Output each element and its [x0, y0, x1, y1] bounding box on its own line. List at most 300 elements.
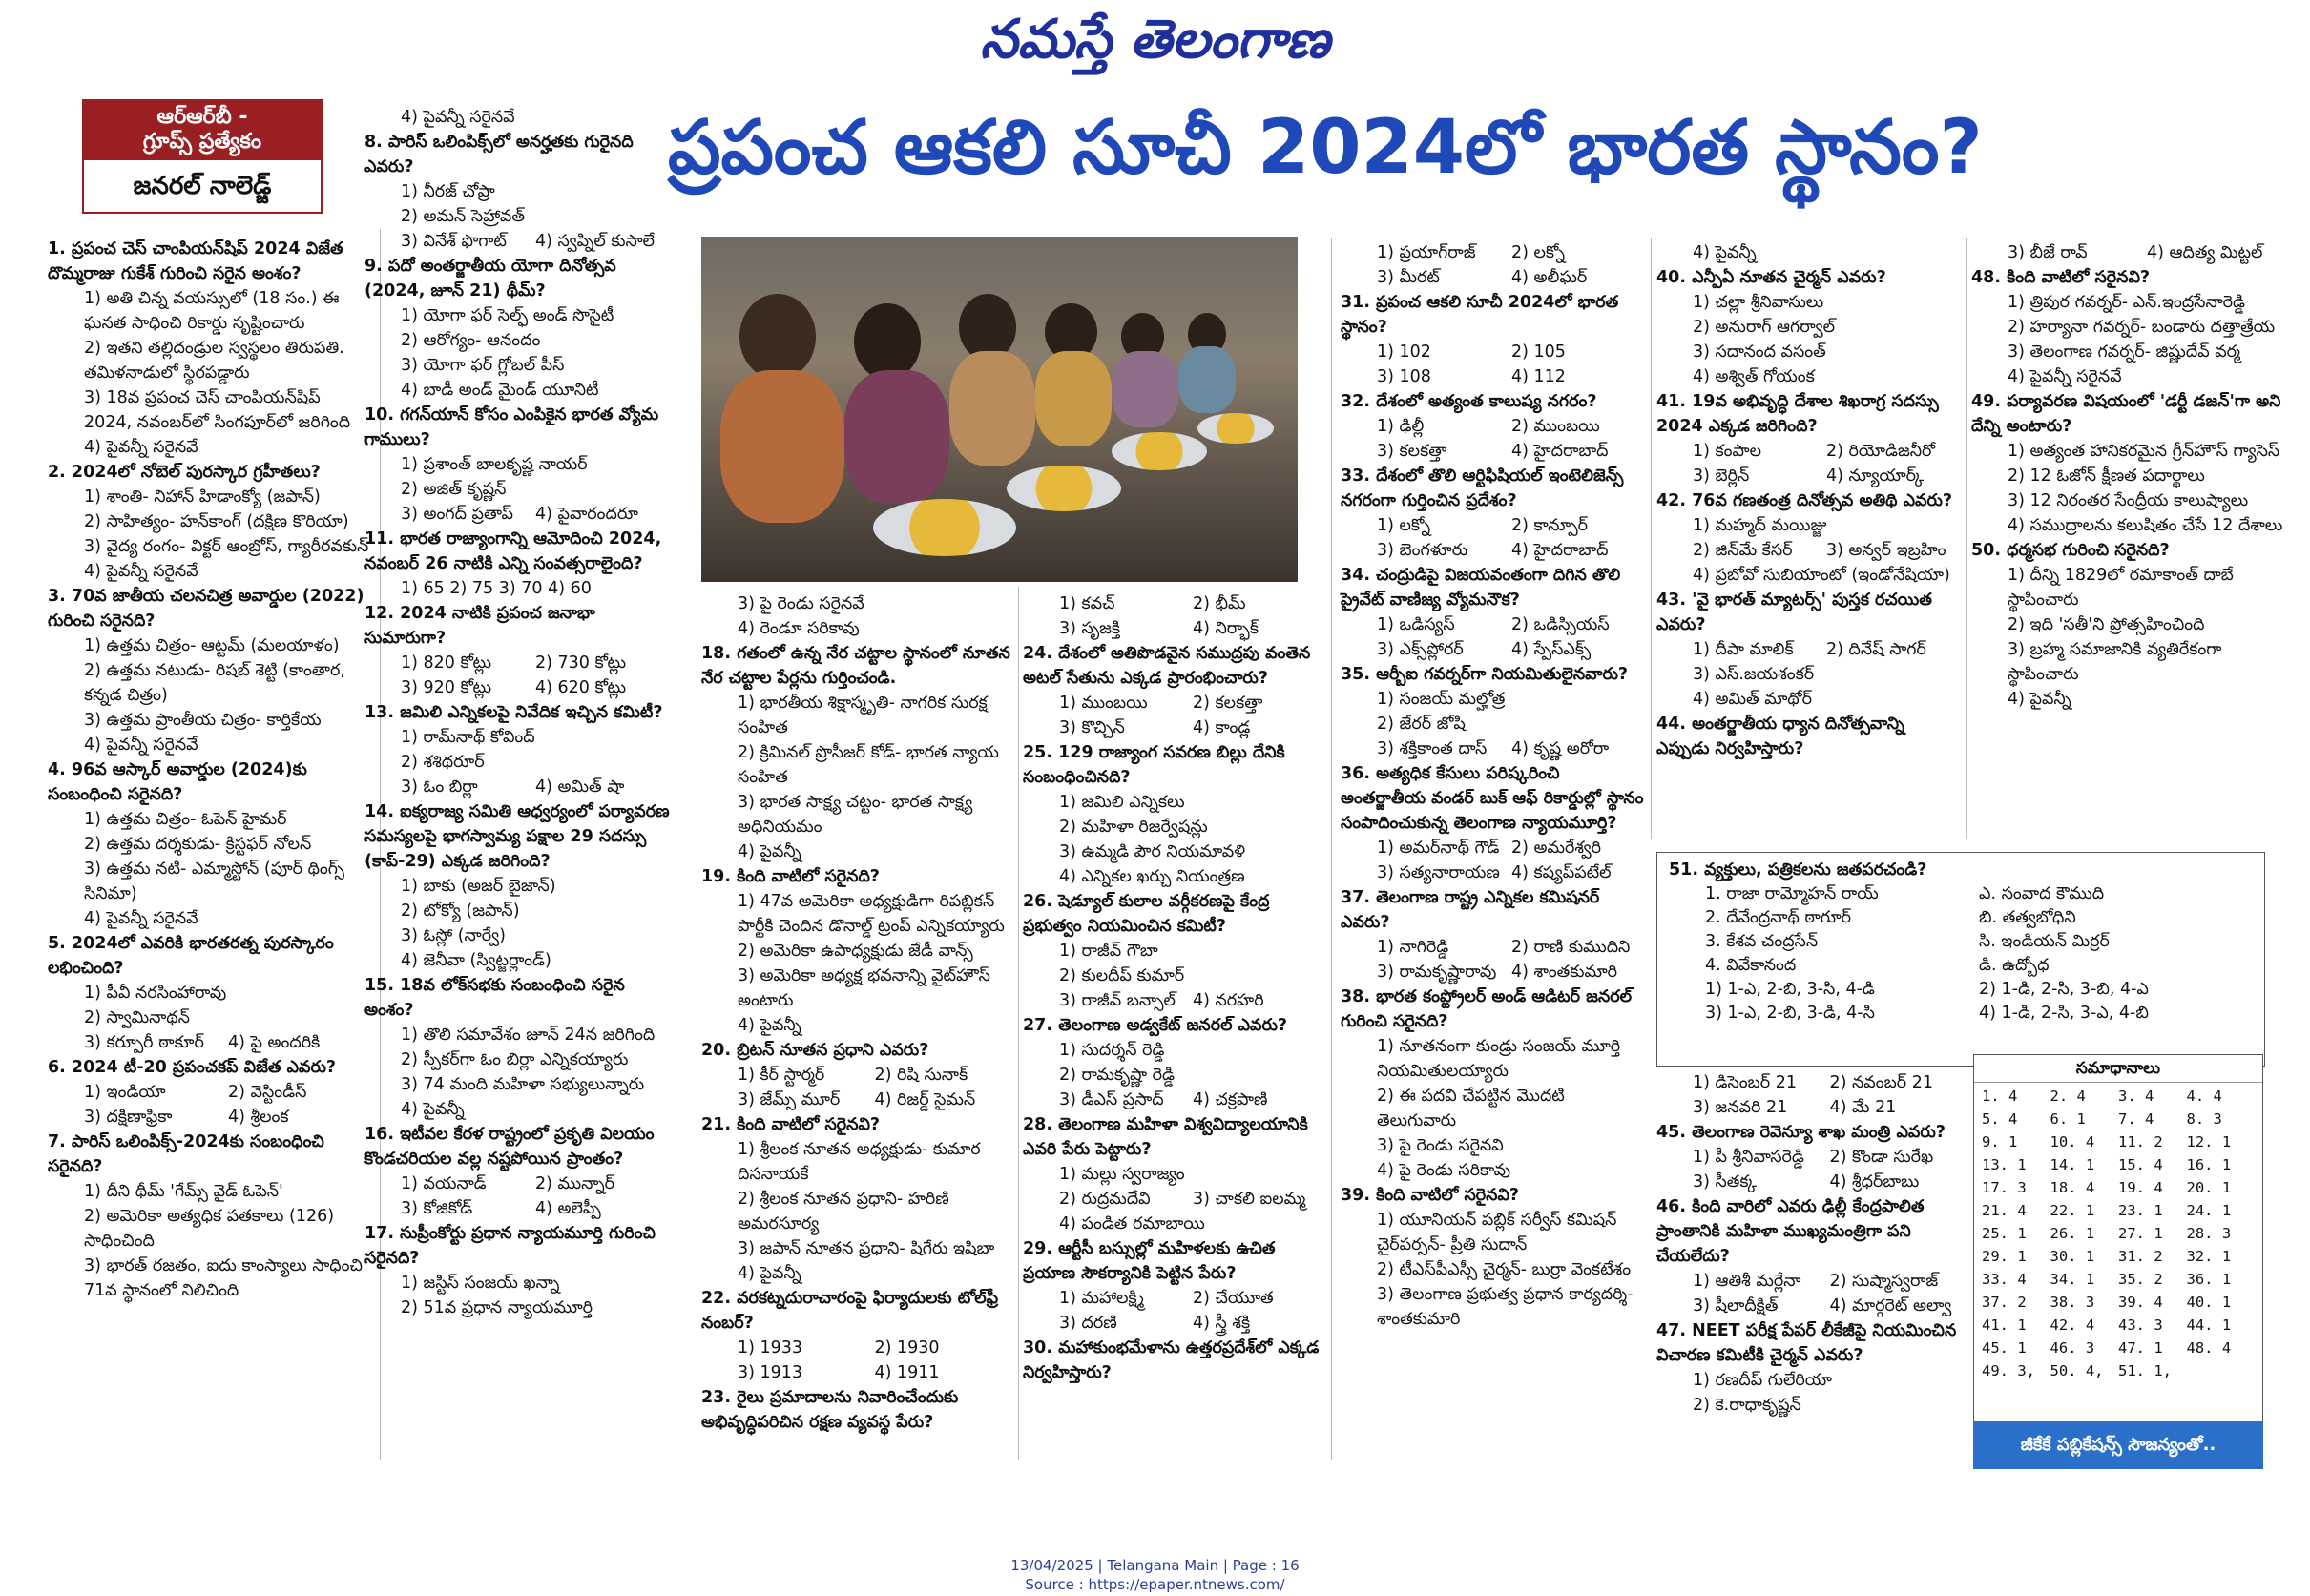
option-text: 3) బీజే రావ్ — [2008, 243, 2088, 262]
option-text: 1) 820 కోట్లు — [401, 653, 492, 673]
answer-cell: 9. 1 — [1982, 1133, 2018, 1150]
option-row — [1023, 988, 1326, 1013]
option-text: 4) కష్యప్‌పటేల్ — [1511, 863, 1612, 882]
option-text: 3) కొచ్చిన్ — [1059, 718, 1125, 737]
option-text: 1) జస్టిస్ సంజయ్ ఖన్నా — [401, 1274, 560, 1293]
question-text: 34. చంద్రుడిపై విజయవంతంగా దిగిన తొలి ప్రైవేట్ వాణిజ్య వ్యోమనౌక? — [1341, 566, 1621, 610]
option-text: 1) నూతనంగా కుండ్రు సంజయ్ మూర్తి నియమితులయ్యారు — [1377, 1037, 1621, 1081]
option-row — [1341, 513, 1646, 538]
answer-cell: 38. 3 — [2050, 1294, 2095, 1311]
option-text: 4) హైదరాబాద్ — [1511, 541, 1609, 560]
column-2 — [364, 105, 670, 1320]
option-text: 1) 65 2) 75 3) 70 4) 60 — [401, 579, 592, 598]
option-row — [1341, 538, 1646, 563]
option-text: 4) పై అందరికి — [228, 1033, 321, 1052]
option-text: 1) రణదీప్ గులేరియా — [1693, 1371, 1832, 1390]
match-right: సి. ఇండియన్ మిర్రర్ — [1979, 932, 2110, 951]
option-text: 2) జేరర్ జోషి — [1377, 715, 1466, 734]
option-text: 2) ఒడిస్సియస్ — [1511, 615, 1610, 634]
option-text: 1) నీరజ్ చోప్రా — [401, 182, 495, 201]
option-row — [1341, 439, 1646, 464]
option-text: 2) కులదీప్ కుమార్ — [1059, 966, 1185, 985]
option-text: 2) అమెరికా ఉపాధ్యక్షుడు జేడీ వాన్స్ — [738, 942, 973, 961]
option-text: 1) మహ్మద్ మయిజ్జు — [1693, 516, 1827, 535]
option-text: 4) శ్రీధర్‌బాబు — [1829, 1172, 1920, 1192]
option-text: 2) టీఎస్‌పీఎస్సీ చైర్మన్- బుర్రా వెంకటేశం — [1377, 1260, 1632, 1279]
option-text: 2) రామకృష్ణా రెడ్డి — [1059, 1066, 1175, 1085]
question-text: 49. పర్యావరణ విషయంలో 'డర్టీ డజన్'గా అని దేన్ని అంటారు? — [1971, 392, 2281, 436]
option-text: 2) ఉత్తమ దర్శకుడు- క్రిస్టఫర్ నోలన్ — [84, 835, 312, 854]
option-text: 1) తొలి సమావేశం జూన్ 24న జరిగింది — [401, 1026, 656, 1045]
answer-cell: 2. 4 — [2050, 1088, 2086, 1105]
option-text: 1) 1933 — [738, 1338, 803, 1358]
option-row — [1656, 637, 1960, 662]
option-text: 4) నరహరి — [1193, 991, 1264, 1010]
option-text: 4) పైవన్నీ సరైనవే — [84, 736, 198, 755]
option-text: 1) లక్నో — [1377, 516, 1431, 535]
question-text: 18. గతంలో ఉన్న నేర చట్టాల స్థానంలో నూతన నేర చట్టాల పేర్లను గుర్తించండి. — [701, 644, 1010, 688]
option-text: 4) పైవన్నీ సరైనవే — [84, 562, 198, 581]
option-text: 3) సత్యనారాయణ — [1377, 863, 1500, 882]
question-text: 5. 2024లో ఎవరికి భారతరత్న పురస్కారం లభించింది? — [48, 934, 334, 978]
column-1 — [48, 237, 372, 1303]
option-text: 3) అంగద్ ప్రతాప్ — [401, 505, 513, 524]
option-text: 3) కోజికోడ్ — [401, 1199, 473, 1218]
option-text: 4) స్పేస్‌ఎక్స్ — [1511, 640, 1592, 659]
answer-cell — [2187, 1359, 2256, 1382]
option-row — [364, 675, 670, 700]
option-text: 2) అజిత్ కృష్ణన్ — [401, 480, 507, 499]
option-text: 1) ఒడిస్యస్ — [1377, 615, 1455, 634]
match-left: 1. రాజా రామ్మోహన్ రాయ్ — [1705, 884, 1879, 903]
option-text: 2) ఇతని తల్లిదండ్రుల స్వస్థలం తిరుపతి. తమిళనాడులో స్థిరపడ్డారు — [84, 339, 344, 383]
option-row — [364, 775, 670, 799]
question-text: 17. సుప్రీంకోర్టు ప్రధాన న్యాయమూర్తి గురించి సరైనది? — [364, 1224, 656, 1268]
option-row — [48, 1105, 372, 1130]
column-6 — [1656, 240, 1960, 761]
question-text: 22. వరకట్నదురాచారంపై ఫిర్యాదులకు టోల్‌ఫ్రీ నంబర్? — [701, 1289, 999, 1333]
answer-cell: 30. 1 — [2050, 1248, 2095, 1265]
option-row — [1656, 538, 1960, 563]
option-row — [1023, 1311, 1326, 1336]
option-text: 3) ఎక్స్‌ప్లోరర్ — [1377, 640, 1464, 659]
section-label-top — [82, 99, 323, 160]
option-row — [364, 651, 670, 675]
option-text: 1) బాకు (అజర్ బైజాన్) — [401, 877, 556, 896]
option-text: 4) పైవన్నీ సరైనవే — [84, 438, 198, 457]
option-text: 3) ఓస్లో (నార్వే) — [401, 926, 506, 945]
question-51: 51. వ్యక్తులు, పత్రికలను జతపరచండి? — [1669, 860, 1927, 880]
option-row — [1023, 1187, 1326, 1212]
page-headline: ప్రపంచ ఆకలి సూచీ 2024లో భారత స్థానం? — [668, 105, 1983, 191]
option-row — [1023, 715, 1326, 740]
option-row — [1656, 1170, 1967, 1194]
question-text: 16. ఇటీవల కేరళ రాష్ట్రంలో ప్రకృతి విలయం కొండచరియల వల్ల నష్టపోయిన ప్రాంతం? — [364, 1125, 655, 1169]
answer-cell: 41. 1 — [1982, 1316, 2027, 1334]
answer-cell: 25. 1 — [1982, 1225, 2027, 1242]
option-text: 3) పై రెండు సరైనవి — [1377, 1136, 1504, 1155]
option-text: 3) భారత సాక్ష్య చట్టం- భారత సాక్ష్య అధినియమం — [738, 793, 973, 837]
option-text: 2) మున్నార్ — [535, 1174, 615, 1193]
option-text: 1) అతి చిన్న వయస్సులో (18 సం.) ఈ ఘనత సాధించి రికార్డు సృష్టించారు — [84, 289, 340, 333]
question-text: 21. కింది వాటిలో సరైనవి? — [701, 1115, 881, 1134]
option-text: 4) అశ్విత్ గోయంక — [1693, 367, 1815, 386]
option-text: 3) బెంగళూరు — [1377, 541, 1468, 560]
option-row — [1656, 1269, 1967, 1294]
footer-source[interactable]: Source : https://epaper.ntnews.com/ — [1025, 1576, 1285, 1593]
match-right: డి. ఉద్బోధ — [1979, 956, 2050, 975]
option-text: 2) అమెరికా అత్యధిక పతకాలు (126) సాధించింది — [84, 1207, 335, 1251]
option-text: 3) బెర్లిన్ — [1693, 466, 1750, 486]
question-text: 1. ప్రపంచ చెస్ చాంపియన్‌షిప్ 2024 విజేత దొమ్మరాజు గుకేశ్ గురించి సరైన అంశం? — [48, 239, 343, 283]
option-row — [1023, 1286, 1326, 1311]
option-text: 4) మే 21 — [1829, 1098, 1897, 1117]
answer-cell: 33. 4 — [1982, 1271, 2027, 1288]
option-text: 3) ఓం బిర్లా — [401, 777, 478, 797]
option-text: 3) ఉమ్మడి పౌర నియమావళి — [1059, 842, 1246, 861]
credit-banner: జీకేకే పబ్లికేషన్స్ సౌజన్యంతో.. — [1973, 1421, 2263, 1469]
option-text: 3) రాజీవ్ బన్సాల్ — [1059, 991, 1176, 1010]
footer-date: 13/04/2025 | Telangana Main | Page : 16 — [1010, 1557, 1300, 1574]
option-text: 2) శశిథరూర్ — [401, 753, 485, 772]
question-text: 8. పారిస్ ఒలింపిక్స్‌లో అనర్హతకు గురైనది ఎవరు? — [364, 133, 634, 176]
section-label-line1: ఆర్ఆర్‌బీ - — [156, 105, 248, 129]
option-text: 2) జిన్‌మే కేసర్ — [1693, 541, 1793, 560]
answer-cell: 14. 1 — [2050, 1156, 2095, 1173]
option-row — [1341, 414, 1646, 439]
option-row — [701, 1360, 1011, 1385]
option-text: 3) చాకలి ఐలమ్మ — [1193, 1190, 1306, 1209]
option-text: 3) 1-ఎ, 2-బి, 3-డి, 4-సి — [1705, 1004, 1875, 1023]
question-text: 46. కింది వారిలో ఎవరు ఢిల్లీ కేంద్రపాలిత ప్రాంతానికి మహిళా ముఖ్యమంత్రిగా పని చేయలేదు? — [1656, 1197, 1925, 1266]
option-row — [1341, 265, 1646, 290]
option-text: 1) శాంతి- నిహాన్ హిడాంక్యో (జపాన్) — [84, 487, 321, 507]
option-text: 2) హర్యానా గవర్నర్- బండారు దత్తాత్రేయ — [2008, 318, 2276, 337]
option-text: 2) కాన్పూర్ — [1511, 516, 1588, 535]
option-text: 2) రిషి సునాక్ — [874, 1066, 968, 1085]
question-text: 28. తెలంగాణ మహిళా విశ్వవిద్యాలయానికి ఎవరి పేరు పెట్టారు? — [1023, 1115, 1308, 1159]
option-text: 1) భారతీయ శిక్షాస్మృతి- నాగరిక సురక్ష సంహిత — [738, 694, 988, 737]
match-option-row — [1669, 1002, 2253, 1026]
option-row — [1656, 1294, 1967, 1318]
match-right: ఎ. సంవాద కౌముది — [1979, 884, 2105, 903]
option-row — [701, 1063, 1011, 1088]
option-text: 2) సాహిత్యం- హన్‌కాంగ్ (దక్షిణ కొరియా) — [84, 512, 349, 531]
option-text: 4) పైవన్నీ — [2008, 690, 2071, 709]
option-text: 2) స్వామినాథన్ — [84, 1008, 190, 1027]
option-text: 2) క్రిమినల్ ప్రొసీజర్ కోడ్- భారత న్యాయ సంహిత — [738, 743, 999, 787]
option-row — [1023, 1088, 1326, 1112]
match-left: 4. వివేకానంద — [1705, 956, 1797, 975]
answer-cell: 22. 1 — [2050, 1202, 2095, 1219]
question-text: 6. 2024 టీ-20 ప్రపంచకప్ విజేత ఎవరు? — [48, 1058, 337, 1077]
option-row — [1341, 612, 1646, 637]
option-text: 1) దీపా మాలిక్ — [1693, 640, 1794, 659]
children-eating-photo — [701, 237, 1298, 582]
answer-cell: 19. 4 — [2118, 1179, 2163, 1196]
question-text: 12. 2024 నాటికి ప్రపంచ జనాభా సుమారుగా? — [364, 604, 595, 648]
option-text: 2) వెస్టిండీస్ — [228, 1083, 307, 1102]
question-text: 48. కింది వాటిలో సరైనవి? — [1971, 268, 2151, 287]
option-text: 3) అమెరికా అధ్యక్ష భవనాన్ని వైట్‌హౌస్ అంటారు — [738, 966, 990, 1010]
option-text: 2) భీమ్ — [1193, 594, 1246, 613]
option-text: 4) 112 — [1511, 367, 1566, 386]
option-text: 4) అలీఘర్ — [1511, 268, 1588, 287]
question-text: 31. ప్రపంచ ఆకలి సూచీ 2024లో భారత స్థానం? — [1341, 293, 1619, 337]
option-text: 3) రామకృష్ణారావు — [1377, 963, 1497, 982]
option-text: 3) దరణి — [1059, 1314, 1117, 1333]
option-text: 4) 1911 — [874, 1363, 940, 1382]
option-text: 2) 1-డి, 2-సి, 3-బి, 4-ఎ — [1979, 980, 2149, 999]
option-text: 1) జమిలి ఎన్నికలు — [1059, 793, 1185, 812]
answer-cell: 45. 1 — [1982, 1339, 2027, 1357]
option-text: 1) దీన్ని 1829లో రమాకాంత్ దాబే స్థాపించారు — [2008, 566, 2234, 610]
question-text: 37. తెలంగాణ రాష్ట్ర ఎన్నికల కమిషనర్ ఎవరు? — [1341, 888, 1600, 932]
option-text: 4) మార్గరెట్ అల్వా — [1829, 1296, 1952, 1316]
option-text: 3) ఎస్.జయశంకర్ — [1693, 665, 1815, 684]
option-row — [1656, 1095, 1967, 1120]
column-5 — [1341, 240, 1646, 1332]
option-text: 2) ఈ పదవి చేపట్టిన మొదటి తెలుగువారు — [1377, 1087, 1565, 1130]
option-text: 4) హైదరాబాద్ — [1511, 442, 1609, 461]
option-text: 4) సముద్రాలను కలుషితం చేసే 12 దేశాలు — [2008, 516, 2283, 535]
option-text: 1) ఇండియా — [84, 1083, 166, 1102]
option-text: 3) 1913 — [738, 1363, 803, 1382]
question-text: 23. రైలు ప్రమాదాలను నివారించేందుకు అభివృద్ధిపరిచిన రక్షణ వ్యవస్థ పేరు? — [701, 1388, 959, 1432]
answer-cell: 31. 2 — [2118, 1248, 2163, 1265]
option-text: 1) అత్యంత హానికరమైన గ్రీన్‌హౌస్ గ్యాసెస్ — [2008, 442, 2280, 461]
option-text: 1) మహాలక్ష్మి — [1059, 1289, 1145, 1308]
answer-cell: 10. 4 — [2050, 1133, 2095, 1150]
option-text: 2) కొండా సురేఖ — [1829, 1148, 1934, 1167]
answer-cell: 40. 1 — [2186, 1294, 2232, 1311]
option-text: 1) 1-ఎ, 2-బి, 3-సి, 4-డి — [1705, 980, 1875, 999]
option-row — [1023, 616, 1326, 641]
option-text: 3) కర్పూరీ ఠాకూర్ — [84, 1033, 204, 1052]
option-row — [1341, 935, 1646, 960]
question-text: 9. పదో అంతర్జాతీయ యోగా దినోత్సవ (2024, జూన్ 21) థీమ్? — [364, 257, 616, 301]
option-text: 1) సుదర్శన్ రెడ్డి — [1059, 1041, 1165, 1060]
option-row — [1023, 591, 1326, 616]
option-text: 3) మీరట్ — [1377, 268, 1440, 287]
answer-cell: 7. 4 — [2118, 1110, 2154, 1128]
answer-cell: 5. 4 — [1982, 1110, 2018, 1128]
option-text: 1) కీర్ స్టార్మర్ — [738, 1066, 825, 1085]
match-pair — [1669, 906, 2253, 930]
option-text: 4) పైవన్నీ సరైనవే — [84, 909, 198, 928]
match-left: 3. కేశవ చంద్రసేన్ — [1705, 932, 1819, 951]
question-text: 24. దేశంలో అతిపొడవైన సముద్రపు వంతెన అటల్ సేతును ఎక్కడ ప్రారంభించారు? — [1023, 644, 1311, 688]
question-text: 50. ధర్మసభ గురించి సరైనది? — [1971, 541, 2170, 560]
option-text: 1) ఢిల్లీ — [1377, 417, 1425, 436]
option-text: 4) పైవన్నీ — [738, 1016, 801, 1035]
option-text: 1) చల్లా శ్రీనివాసులు — [1693, 293, 1824, 312]
option-text: 4) స్త్రీ శక్తి — [1193, 1314, 1251, 1333]
match-pair — [1669, 954, 2253, 978]
option-text: 3) కలకత్తా — [1377, 442, 1447, 461]
column-6-lower — [1656, 1070, 1967, 1418]
option-text: 2) టోక్యో (జపాన్) — [401, 902, 520, 921]
option-text: 2) ముంబయి — [1511, 417, 1600, 436]
option-text: 4) చక్రపాణి — [1193, 1090, 1268, 1109]
option-text: 4) న్యూయార్క్ — [1826, 466, 1925, 486]
answer-cell: 12. 1 — [2186, 1133, 2232, 1150]
masthead-logo: నమస్తే తెలంగాణ — [980, 8, 1330, 71]
answer-cell: 17. 3 — [1982, 1179, 2027, 1196]
answers-grid — [1974, 1083, 2262, 1384]
option-text: 2) ఇది 'సతీ'ని ప్రోత్సహించింది — [2008, 615, 2205, 634]
option-text: 3) పై రెండు సరైనవే — [738, 594, 864, 613]
option-text: 4) పైవన్నీ సరైనవే — [2008, 367, 2122, 386]
option-text: 3) 920 కోట్లు — [401, 678, 492, 697]
option-text: 4) అమిత్ షా — [535, 777, 625, 797]
option-text: 4) రిజర్డ్ సైమన్ — [874, 1090, 976, 1109]
section-label — [82, 99, 323, 218]
question-text: 29. ఆర్టీసీ బస్సుల్లో మహిళలకు ఉచిత ప్రయాణ సౌకర్యానికి పెట్టిన పేరు? — [1023, 1239, 1276, 1283]
question-text: 19. కింది వాటిలో సరైనది? — [701, 867, 880, 886]
option-text: 1) రాజీవ్ గౌబా — [1059, 942, 1158, 961]
question-text: 40. ఎన్పీఏ నూతన చైర్మన్ ఎవరు? — [1656, 268, 1886, 287]
option-row — [48, 1030, 372, 1055]
question-text: 13. జమిలి ఎన్నికలపై నివేదిక ఇచ్చిన కమిటీ? — [364, 703, 663, 722]
option-text: 3) 12 నిరంతర సేంద్రీయ కాలుష్యాలు — [2008, 491, 2249, 510]
answer-cell: 35. 2 — [2118, 1271, 2163, 1288]
option-row — [701, 1088, 1011, 1112]
option-text: 4) పైవన్నీ — [401, 1100, 465, 1119]
column-4 — [1023, 591, 1326, 1385]
option-text: 2) ఆరోగ్యం- ఆనందం — [401, 331, 541, 350]
option-text: 1) మల్లు స్వరాజ్యం — [1059, 1165, 1185, 1184]
answer-cell: 29. 1 — [1982, 1248, 2027, 1265]
question-text: 44. అంతర్జాతీయ ధ్యాన దినోత్సవాన్ని ఎప్పుడు నిర్వహిస్తారు? — [1656, 715, 1904, 758]
option-text: 4) 1-డి, 2-సి, 3-ఎ, 4-బి — [1979, 1004, 2149, 1023]
answer-cell: 13. 1 — [1982, 1156, 2027, 1173]
option-text: 4) శ్రీలంక — [228, 1108, 289, 1127]
answer-cell: 6. 1 — [2050, 1110, 2086, 1128]
option-text: 4) 620 కోట్లు — [535, 678, 627, 697]
question-text: 35. ఆర్బీఐ గవర్నర్‌గా నియమితులైనవారు? — [1341, 665, 1629, 684]
option-text: 2) 1930 — [874, 1338, 940, 1358]
answer-cell: 3. 4 — [2118, 1088, 2154, 1105]
option-text: 3) 74 మంది మహిళా సభ్యులున్నారు — [401, 1075, 645, 1094]
option-text: 4) పైవారందరూ — [535, 505, 638, 524]
question-text: 27. తెలంగాణ అడ్వకేట్ జనరల్ ఎవరు? — [1023, 1016, 1288, 1035]
answer-cell: 8. 3 — [2186, 1110, 2222, 1128]
option-text: 2) 730 కోట్లు — [535, 653, 627, 673]
option-text: 1) ప్రయాగ్‌రాజ్ — [1377, 243, 1476, 262]
option-text: 3) తెలంగాణ ప్రభుత్వ ప్రధాన కార్యదర్శి- శాంతకుమారి — [1377, 1285, 1634, 1329]
match-pair — [1669, 930, 2253, 954]
option-text: 1) వయనాడ్ — [401, 1174, 487, 1193]
option-text: 1) ఆతిశీ మర్లేనా — [1693, 1272, 1801, 1291]
option-text: 2) 51వ ప్రధాన న్యాయమూర్తి — [401, 1298, 593, 1317]
answer-cell: 47. 1 — [2118, 1339, 2163, 1357]
option-text: 4) అలెప్పీ — [535, 1199, 601, 1218]
option-text: 1) ప్రశాంత్ బాలకృష్ణ నాయర్ — [401, 455, 588, 474]
question-51-pairs — [1669, 882, 2253, 978]
question-51-box — [1656, 852, 2265, 1067]
option-text: 1) కంపాల — [1693, 442, 1761, 461]
match-left: 2. దేవేంద్రనాథ్ ఠాగూర్ — [1705, 908, 1852, 927]
option-text: 4) శాంతకుమారి — [1511, 963, 1617, 982]
option-text: 2) శ్రీలంక నూతన ప్రధాని- హరిణి అమరసూర్య — [738, 1190, 949, 1233]
option-text: 4) పై రెండు సరికావు — [1377, 1161, 1511, 1180]
option-row — [1341, 340, 1646, 364]
option-row — [701, 1336, 1011, 1360]
answer-cell: 15. 4 — [2118, 1156, 2163, 1173]
answer-cell: 44. 1 — [2186, 1316, 2232, 1334]
option-text: 1) 102 — [1377, 342, 1431, 362]
option-text: 4) ప్రబోవో సుబియాంటో (ఇండోనేషియా) — [1693, 566, 1950, 585]
answer-cell: 50. 4, — [2050, 1362, 2104, 1379]
question-text: 38. భారత కంప్ట్రోలర్ అండ్ ఆడిటర్ జనరల్ గురించి సరైనది? — [1341, 987, 1633, 1031]
option-text: 1) ఉత్తమ చిత్రం- ఆట్టమ్ (మలయాళం) — [84, 636, 340, 655]
answer-cell: 1. 4 — [1982, 1088, 2018, 1105]
answer-cell: 51. 1, — [2118, 1362, 2172, 1379]
answer-cell: 37. 2 — [1982, 1294, 2027, 1311]
option-row — [1341, 860, 1646, 885]
option-text: 2) 105 — [1511, 342, 1566, 362]
option-text: 2) స్పీకర్‌గా ఓం బిర్లా ఎన్నికయ్యారు — [401, 1050, 629, 1069]
option-row — [364, 1171, 670, 1196]
option-text: 3) వైద్య రంగం- విక్టర్ ఆంబ్రోస్, గ్యారీరవకున్ — [84, 537, 369, 556]
option-row — [364, 502, 670, 527]
option-text: 1) ఉత్తమ చిత్రం- ఓపెన్ హైమర్ — [84, 810, 287, 829]
option-row — [1341, 364, 1646, 389]
answer-cell: 28. 3 — [2186, 1225, 2232, 1242]
question-text: 14. ఐక్యరాజ్య సమితి ఆధ్వర్యంలో పర్యావరణ సమస్యలపై భాగస్వామ్య పక్షాల 29 సదస్సు (కాప్-29) ఎక్కడ జరిగింది? — [364, 802, 670, 871]
option-text: 2) రాణి కుముదిని — [1511, 938, 1631, 957]
option-row — [364, 1196, 670, 1221]
option-text: 2) రుద్రమదేవి — [1059, 1190, 1151, 1209]
option-text: 4) స్వప్నిల్ కుసాలే — [535, 232, 655, 251]
question-text: 41. 19వ అభివృద్ధి దేశాల శిఖరాగ్ర సదస్సు 2024 ఎక్కడ జరిగింది? — [1656, 392, 1939, 436]
option-text: 2) కె.రాధాకృష్ణన్ — [1693, 1396, 1801, 1415]
option-row — [1341, 240, 1646, 265]
option-text: 3) షీలాదీక్షిత్ — [1693, 1296, 1779, 1316]
question-text: 39. కింది వాటిలో సరైనవి? — [1341, 1186, 1520, 1205]
answers-title: సమాధానాలు — [1974, 1055, 2262, 1083]
option-row — [1023, 691, 1326, 715]
option-text: 3) భారత్ రజతం, ఐదు కాంస్యాలు సాధించి 71వ స్థానంలో నిలిచింది — [84, 1256, 363, 1300]
question-text: 15. 18వ లోక్‌సభకు సంబంధించి సరైన అంశం? — [364, 976, 625, 1020]
answer-cell: 16. 1 — [2186, 1156, 2232, 1173]
option-text: 2) ఉత్తమ నటుడు- రిషబ్ శెట్టి (కాంతార, కన్నడ చిత్రం) — [84, 661, 345, 705]
option-text: 2) రియోడిజనీరో — [1826, 442, 1936, 461]
match-option-row — [1669, 978, 2253, 1002]
option-text: 4) పైవన్నీ — [738, 842, 801, 861]
answer-cell: 21. 4 — [1982, 1202, 2027, 1219]
answer-cell: 34. 1 — [2050, 1271, 2095, 1288]
option-text: 1) నాగిరెడ్డి — [1377, 938, 1449, 957]
option-text: 4) పైవన్నీ సరైనవే — [401, 108, 515, 127]
question-text: 4. 96వ ఆస్కార్ అవార్డుల (2024)కు సంబంధించి సరైనది? — [48, 760, 307, 804]
option-row — [1971, 240, 2286, 265]
option-text: 4) పైవన్నీ — [738, 1264, 801, 1283]
option-text: 3) ఉత్తమ నటి- ఎమ్మాస్టోన్ (పూర్ థింగ్స్ సినిమా) — [84, 860, 344, 903]
question-text: 3. 70వ జాతీయ చలనచిత్ర అవార్డుల (2022) గురించి సరైనది? — [48, 587, 364, 631]
option-text: 1) పీవీ నరసింహారావు — [84, 984, 227, 1003]
option-row — [1656, 1070, 1967, 1095]
question-text: 10. గగన్‌యాన్ కోసం ఎంపికైన భారత వ్యోమ గాములు? — [364, 405, 659, 449]
option-text: 1) దీని థీమ్ 'గేమ్స్ వైడ్ ఓపెన్' — [84, 1182, 283, 1201]
option-row — [1341, 637, 1646, 662]
option-text: 4) రెండూ సరికావు — [738, 619, 860, 638]
question-text: 36. అత్యధిక కేసులు పరిష్కరించి అంతర్జాతీయ వండర్ బుక్ ఆఫ్ రికార్డుల్లో స్థానం సంపాదించుకున్న తెలంగాణ న్యాయమూర్తి? — [1341, 764, 1644, 833]
option-text: 3) సదానంద వసంత్ — [1693, 342, 1826, 362]
option-text: 1) శ్రీలంక నూతన అధ్యక్షుడు- కుమార దిసనాయకే — [738, 1140, 981, 1184]
option-row — [1656, 439, 1960, 464]
